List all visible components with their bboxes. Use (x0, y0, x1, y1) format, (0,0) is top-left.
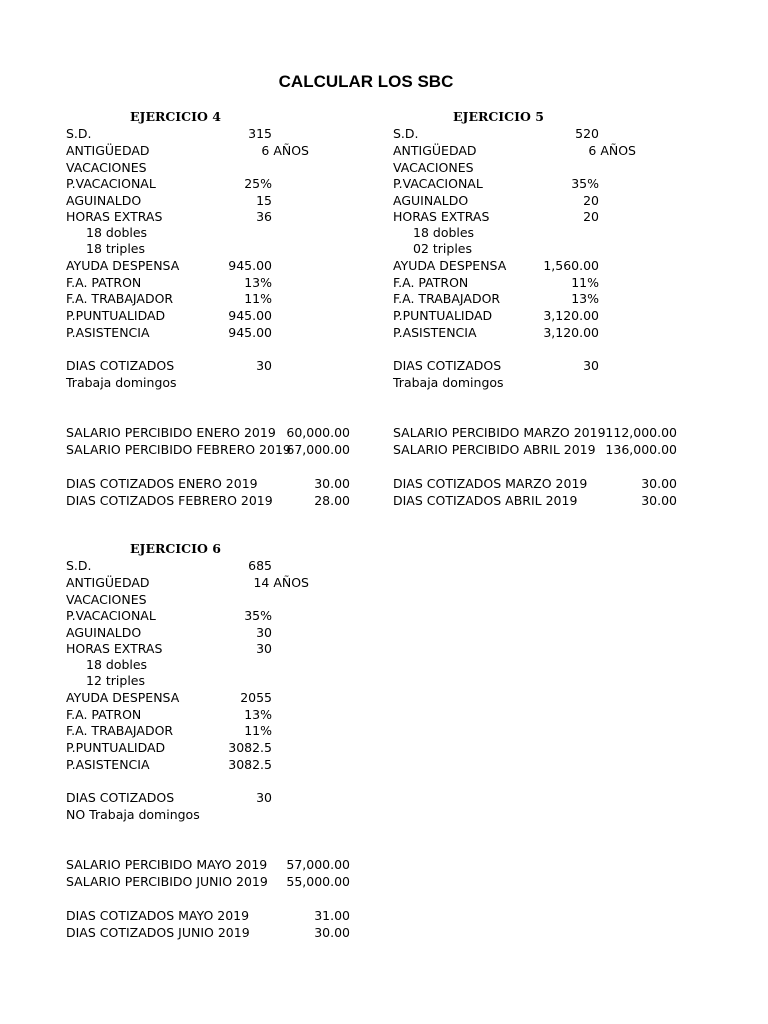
pv-label: P.VACACIONAL (393, 176, 483, 191)
page-title: CALCULAR LOS SBC (278, 72, 454, 91)
agu-label: AGUINALDO (66, 193, 142, 208)
dcm1-label: DIAS COTIZADOS MARZO 2019 (393, 476, 588, 491)
dc-value: 30 (583, 358, 599, 373)
dc-value: 30 (256, 790, 272, 805)
agu-label: AGUINALDO (66, 625, 142, 640)
he-value: 30 (256, 641, 272, 656)
dobles-text: 18 dobles (413, 225, 475, 240)
ad-label: AYUDA DESPENSA (66, 690, 180, 705)
dcm1-value: 30.00 (641, 476, 677, 491)
vac-label: VACACIONES (393, 160, 474, 175)
ad-value: 1,560.00 (543, 258, 599, 273)
dcm1-value: 30.00 (314, 476, 350, 491)
sp1-label: SALARIO PERCIBIDO MARZO 2019 (393, 425, 606, 440)
pv-value: 25% (244, 176, 272, 191)
dobles-text: 18 dobles (86, 225, 148, 240)
he-label: HORAS EXTRAS (66, 641, 163, 656)
exercise-title: EJERCICIO 6 (130, 541, 221, 556)
pa-value: 3082.5 (228, 757, 272, 772)
sp2-value: 136,000.00 (605, 442, 677, 457)
agu-value: 15 (256, 193, 272, 208)
ant-value: 6 AÑOS (261, 143, 309, 158)
sd-value: 315 (248, 126, 272, 141)
pp-value: 3082.5 (228, 740, 272, 755)
dcm2-value: 30.00 (641, 493, 677, 508)
sp2-label: SALARIO PERCIBIDO JUNIO 2019 (66, 874, 268, 889)
triples-text: 02 triples (413, 241, 473, 256)
pp-label: P.PUNTUALIDAD (66, 308, 166, 323)
sp2-label: SALARIO PERCIBIDO ABRIL 2019 (393, 442, 596, 457)
fat-label: F.A. TRABAJADOR (66, 291, 174, 306)
sp2-value: 55,000.00 (286, 874, 350, 889)
ant-value: 6 AÑOS (588, 143, 636, 158)
dcm2-label: DIAS COTIZADOS FEBRERO 2019 (66, 493, 273, 508)
dcm1-value: 31.00 (314, 908, 350, 923)
ant-label: ANTIGÜEDAD (66, 575, 150, 590)
fap-label: F.A. PATRON (66, 707, 142, 722)
fat-value: 13% (571, 291, 599, 306)
dc-label: DIAS COTIZADOS (66, 790, 175, 805)
fap-value: 11% (571, 275, 599, 290)
dom-text: NO Trabaja domingos (66, 807, 200, 822)
pp-label: P.PUNTUALIDAD (66, 740, 166, 755)
sd-label: S.D. (66, 126, 92, 141)
pp-value: 3,120.00 (543, 308, 599, 323)
sp2-label: SALARIO PERCIBIDO FEBRERO 2019 (66, 442, 291, 457)
ad-value: 945.00 (228, 258, 272, 273)
triples-text: 18 triples (86, 241, 146, 256)
ant-label: ANTIGÜEDAD (393, 143, 477, 158)
sp2-value: 67,000.00 (286, 442, 350, 457)
agu-value: 30 (256, 625, 272, 640)
pv-value: 35% (571, 176, 599, 191)
dcm2-value: 30.00 (314, 925, 350, 940)
dcm1-label: DIAS COTIZADOS MAYO 2019 (66, 908, 250, 923)
agu-label: AGUINALDO (393, 193, 469, 208)
he-value: 20 (583, 209, 599, 224)
sp1-value: 57,000.00 (286, 857, 350, 872)
dc-value: 30 (256, 358, 272, 373)
he-label: HORAS EXTRAS (393, 209, 490, 224)
dom-text: Trabaja domingos (393, 375, 504, 390)
ad-label: AYUDA DESPENSA (66, 258, 180, 273)
pv-label: P.VACACIONAL (66, 608, 156, 623)
sp1-label: SALARIO PERCIBIDO MAYO 2019 (66, 857, 268, 872)
vac-label: VACACIONES (66, 160, 147, 175)
dcm2-value: 28.00 (314, 493, 350, 508)
fat-value: 11% (244, 723, 272, 738)
sd-value: 685 (248, 558, 272, 573)
fat-value: 11% (244, 291, 272, 306)
dom-text: Trabaja domingos (66, 375, 177, 390)
sd-value: 520 (575, 126, 599, 141)
exercise-title: EJERCICIO 4 (130, 109, 221, 124)
dcm2-label: DIAS COTIZADOS ABRIL 2019 (393, 493, 578, 508)
he-value: 36 (256, 209, 272, 224)
pa-value: 3,120.00 (543, 325, 599, 340)
fap-label: F.A. PATRON (66, 275, 142, 290)
dcm1-label: DIAS COTIZADOS ENERO 2019 (66, 476, 258, 491)
fat-label: F.A. TRABAJADOR (66, 723, 174, 738)
dobles-text: 18 dobles (86, 657, 148, 672)
pa-label: P.ASISTENCIA (393, 325, 477, 340)
sp1-value: 112,000.00 (605, 425, 677, 440)
sd-label: S.D. (393, 126, 419, 141)
pa-label: P.ASISTENCIA (66, 757, 150, 772)
ant-value: 14 AÑOS (253, 575, 309, 590)
pa-label: P.ASISTENCIA (66, 325, 150, 340)
sd-label: S.D. (66, 558, 92, 573)
sp1-value: 60,000.00 (286, 425, 350, 440)
pp-value: 945.00 (228, 308, 272, 323)
triples-text: 12 triples (86, 673, 146, 688)
fap-value: 13% (244, 275, 272, 290)
pv-value: 35% (244, 608, 272, 623)
fap-value: 13% (244, 707, 272, 722)
he-label: HORAS EXTRAS (66, 209, 163, 224)
ant-label: ANTIGÜEDAD (66, 143, 150, 158)
fap-label: F.A. PATRON (393, 275, 469, 290)
dc-label: DIAS COTIZADOS (393, 358, 502, 373)
ad-value: 2055 (240, 690, 272, 705)
dc-label: DIAS COTIZADOS (66, 358, 175, 373)
ad-label: AYUDA DESPENSA (393, 258, 507, 273)
pv-label: P.VACACIONAL (66, 176, 156, 191)
dcm2-label: DIAS COTIZADOS JUNIO 2019 (66, 925, 250, 940)
pa-value: 945.00 (228, 325, 272, 340)
exercise-title: EJERCICIO 5 (453, 109, 544, 124)
vac-label: VACACIONES (66, 592, 147, 607)
fat-label: F.A. TRABAJADOR (393, 291, 501, 306)
sp1-label: SALARIO PERCIBIDO ENERO 2019 (66, 425, 276, 440)
pp-label: P.PUNTUALIDAD (393, 308, 493, 323)
agu-value: 20 (583, 193, 599, 208)
